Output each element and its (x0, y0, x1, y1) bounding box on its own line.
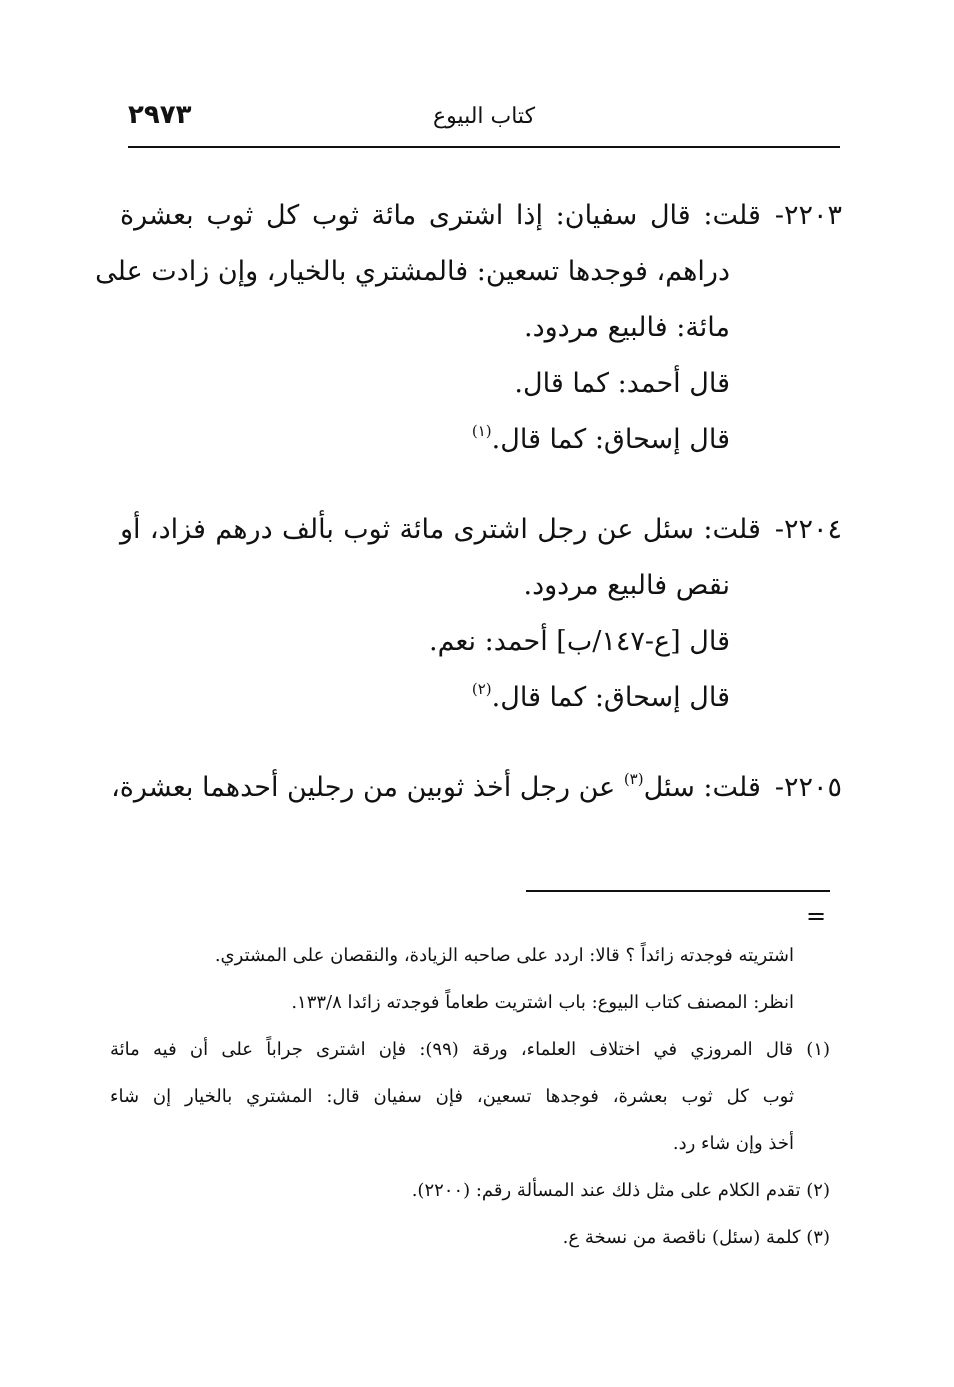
entry-line: قال أحمد: كما قال. (514, 368, 730, 399)
entry-line: مائة: فالبيع مردود. (524, 312, 730, 343)
page-number: ٢٩٧٣ (128, 100, 192, 130)
footnote-line: (٢) تقدم الكلام على مثل ذلك عند المسألة رقم: (٢٢٠٠). (411, 1180, 830, 1201)
entry-text: قال إسحاق: كما قال. (491, 682, 730, 713)
entry-line (120, 412, 842, 468)
entry-2204 (120, 502, 842, 726)
main-text (95, 188, 842, 850)
entry-text: عن رجل أخذ ثوبين من رجلين أحدهما بعشرة، (111, 772, 624, 803)
entry-line (120, 502, 842, 558)
entry-line: قال [ع-١٤٧/ب] أحمد: نعم. (428, 626, 730, 657)
entry-line (120, 670, 842, 726)
footnote-line: اشتريته فوجدته زائداً ؟ قالا: اردد على صاحبه الزيادة، والنقصان على المشتري. (214, 945, 794, 966)
footnote-line: ثوب كل ثوب بعشرة، فوجدها تسعين، فإن سفيان قال: المشتري بالخيار إن شاء (110, 1086, 794, 1107)
entry-2205 (111, 760, 842, 816)
footnote-ref: (٢) (471, 680, 492, 698)
footnotes (110, 932, 830, 1261)
entry-number: ٢٢٠٥- (774, 772, 842, 803)
footnote-line: (٣) كلمة (سئل) ناقصة من نسخة ع. (562, 1227, 830, 1248)
entry-text: قلت: قال سفيان: إذا اشترى مائة ثوب كل ثوب بعشرة (120, 200, 761, 231)
footnote-line: انظر: المصنف كتاب البيوع: باب اشتريت طعاماً فوجدته زائدا ١٣٣/٨. (291, 992, 794, 1013)
footnote-3 (110, 1214, 830, 1261)
footnote-divider (526, 890, 830, 892)
entry-line (111, 760, 842, 816)
footnote-1 (110, 1026, 830, 1167)
entry-line (120, 188, 842, 244)
entry-2203 (95, 188, 842, 468)
entry-line: دراهم، فوجدها تسعين: فالمشتري بالخيار، وإن زادت على (95, 256, 730, 287)
footnote-line: (١) قال المروزي في اختلاف العلماء، ورقة (٩٩): فإن اشترى جراباً على أن فيه مائة (110, 1039, 831, 1060)
page-header (128, 98, 840, 148)
continuation-mark: = (806, 902, 827, 930)
entry-text: قلت: سئل (643, 772, 761, 803)
entry-line: نقص فالبيع مردود. (523, 570, 730, 601)
footnote-ref: (١) (471, 422, 492, 440)
entry-text: قال إسحاق: كما قال. (491, 424, 730, 455)
entry-text: قلت: سئل عن رجل اشترى مائة ثوب بألف درهم فزاد، أو (120, 514, 761, 545)
running-title: كتاب البيوع (432, 104, 536, 129)
entry-number: ٢٢٠٣- (774, 200, 842, 231)
footnote-line: أخذ وإن شاء رد. (672, 1133, 794, 1154)
footnote-ref: (٣) (623, 770, 644, 788)
footnote-2 (110, 1167, 830, 1214)
entry-number: ٢٢٠٤- (774, 514, 842, 545)
